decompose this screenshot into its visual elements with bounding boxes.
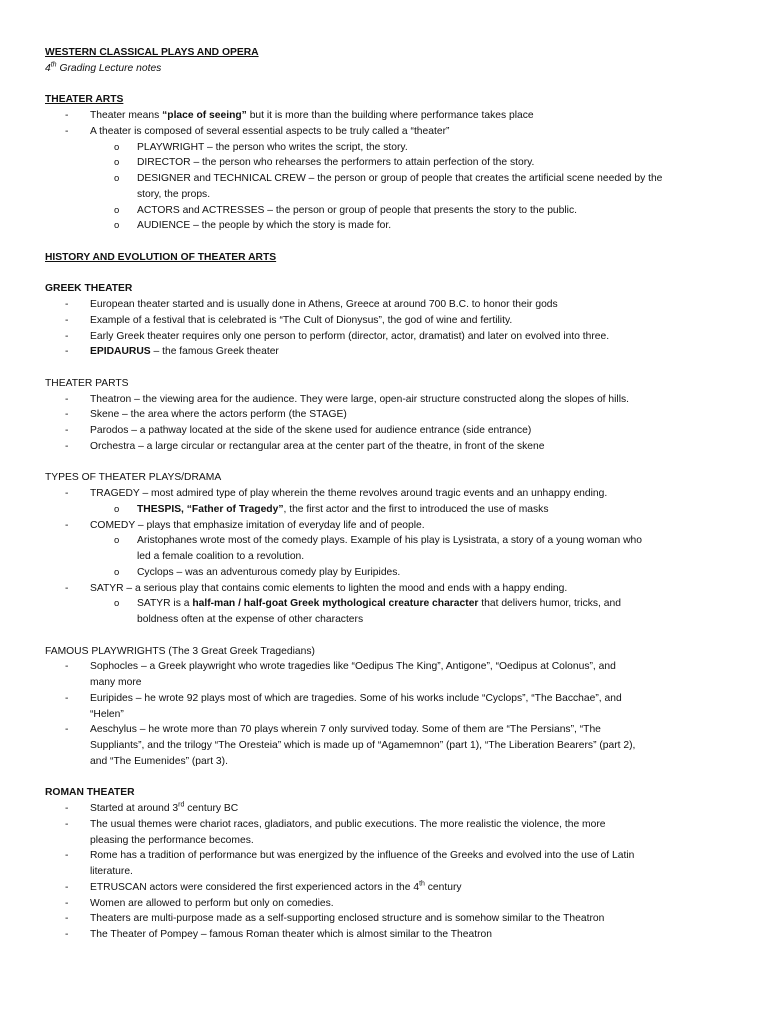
section-heading-theater-parts: THEATER PARTS bbox=[45, 377, 129, 389]
section-heading-types: TYPES OF THEATER PLAYS/DRAMA bbox=[45, 472, 222, 484]
sub-list-item: o AUDIENCE – the people by which the story is made for. bbox=[114, 220, 392, 232]
list-item: - ETRUSCAN actors were considered the first experienced actors in the 4th century bbox=[65, 880, 462, 893]
list-item-continued: many more bbox=[90, 677, 142, 688]
section-heading-roman-theater: ROMAN THEATER bbox=[45, 787, 135, 799]
sub-list-item: o PLAYWRIGHT – the person who writes the script, the story. bbox=[114, 141, 408, 153]
list-item: - Theatron – the viewing area for the audience. They were large, open-air structure constructed along the slopes of hills. bbox=[65, 393, 629, 405]
sub-list-item: o SATYR is a half-man / half-goat Greek mythological creature character that delivers humor, tricks, and bbox=[114, 598, 621, 610]
sub-list-item-continued: story, the props. bbox=[137, 188, 211, 200]
sub-list-item: o Aristophanes wrote most of the comedy plays. Example of his play is Lysistrata, a story of a young woman who bbox=[114, 535, 642, 547]
sub-list-item: o Cyclops – was an adventurous comedy play by Euripides. bbox=[114, 566, 401, 578]
sub-list-item-continued: boldness often at the expense of other characters bbox=[137, 614, 364, 625]
section-heading-playwrights: FAMOUS PLAYWRIGHTS (The 3 Great Greek Tragedians) bbox=[45, 645, 315, 657]
list-item: - Euripides – he wrote 92 plays most of which are tragedies. Some of his works include “Cyclops”, “The Bacchae”, and bbox=[65, 692, 622, 704]
list-item-continued: pleasing the performance becomes. bbox=[90, 834, 254, 846]
sub-list-item: o ACTORS and ACTRESSES – the person or group of people that presents the story to the public. bbox=[114, 204, 577, 216]
list-item: - Rome has a tradition of performance but was energized by the influence of the Greeks and evolved into the use of Latin bbox=[65, 850, 635, 862]
list-item: - Skene – the area where the actors perform (the STAGE) bbox=[65, 409, 347, 421]
document-title: WESTERN CLASSICAL PLAYS AND OPERA bbox=[45, 47, 259, 58]
list-item: - EPIDAURUS – the famous Greek theater bbox=[65, 346, 279, 358]
list-item: - Theaters are multi-purpose made as a self-supporting enclosed structure and is somehow similar to the Theatron bbox=[65, 913, 605, 925]
list-item: - SATYR – a serious play that contains comic elements to lighten the mood and ends with a happy ending. bbox=[65, 582, 568, 594]
list-item: - Theater means “place of seeing” but it is more than the building where performance takes place bbox=[65, 110, 534, 121]
list-item: - The Theater of Pompey – famous Roman theater which is almost similar to the Theatron bbox=[65, 929, 492, 940]
lecture-notes-page bbox=[45, 45, 715, 943]
sub-list-item-continued: led a female coalition to a revolution. bbox=[137, 551, 305, 562]
section-heading-greek-theater: GREEK THEATER bbox=[45, 283, 133, 295]
list-item: - Started at around 3rd century BC bbox=[65, 801, 239, 814]
list-item-continued: Suppliants”, and the trilogy “The Oresteia” which is made up of “Agamemnon” (part 1), “The Liberation Bearers” (part 2), bbox=[90, 740, 636, 751]
sub-list-item: o DESIGNER and TECHNICAL CREW – the person or group of people that creates the artificial scene needed by the bbox=[114, 173, 663, 184]
document-subtitle: 4th Grading Lecture notes bbox=[45, 61, 162, 74]
list-item: - Sophocles – a Greek playwright who wrote tragedies like “Oedipus The King”, Antigone”, “Oedipus at Colonus”, and bbox=[65, 661, 616, 673]
sub-list-item: o THESPIS, “Father of Tragedy”, the first actor and the first to introduced the use of masks bbox=[114, 503, 549, 515]
list-item: - The usual themes were chariot races, gladiators, and public executions. The more realistic the violence, the more bbox=[65, 818, 606, 830]
list-item-continued: and “The Eumenides” (part 3). bbox=[90, 755, 228, 767]
list-item: - COMEDY – plays that emphasize imitation of everyday life and of people. bbox=[65, 519, 425, 531]
list-item-continued: literature. bbox=[90, 866, 133, 877]
list-item-continued: “Helen” bbox=[90, 708, 124, 720]
list-item: - Women are allowed to perform but only on comedies. bbox=[65, 897, 334, 909]
list-item: - Orchestra – a large circular or rectangular area at the center part of the theatre, in front of the skene bbox=[65, 440, 545, 452]
section-heading-theater-arts: THEATER ARTS bbox=[45, 94, 124, 106]
sub-list-item: o DIRECTOR – the person who rehearses the performers to attain perfection of the story. bbox=[114, 157, 535, 169]
list-item: - TRAGEDY – most admired type of play wherein the theme revolves around tragic events and an unhappy ending. bbox=[65, 488, 608, 499]
list-item: - Aeschylus – he wrote more than 70 plays wherein 7 only survived today. Some of them are “The Persians”, “The bbox=[65, 724, 601, 736]
list-item: - Example of a festival that is celebrated is “The Cult of Dionysus”, the god of wine and fertility. bbox=[65, 314, 513, 326]
section-heading-history: HISTORY AND EVOLUTION OF THEATER ARTS bbox=[45, 251, 277, 263]
list-item: - European theater started and is usually done in Athens, Greece at around 700 B.C. to honor their gods bbox=[65, 299, 558, 310]
list-item: - A theater is composed of several essential aspects to be truly called a “theater” bbox=[65, 125, 450, 137]
list-item: - Parodos – a pathway located at the side of the skene used for audience entrance (side entrance) bbox=[65, 425, 532, 436]
list-item: - Early Greek theater requires only one person to perform (director, actor, dramatist) and later on evolved into three. bbox=[65, 330, 610, 342]
